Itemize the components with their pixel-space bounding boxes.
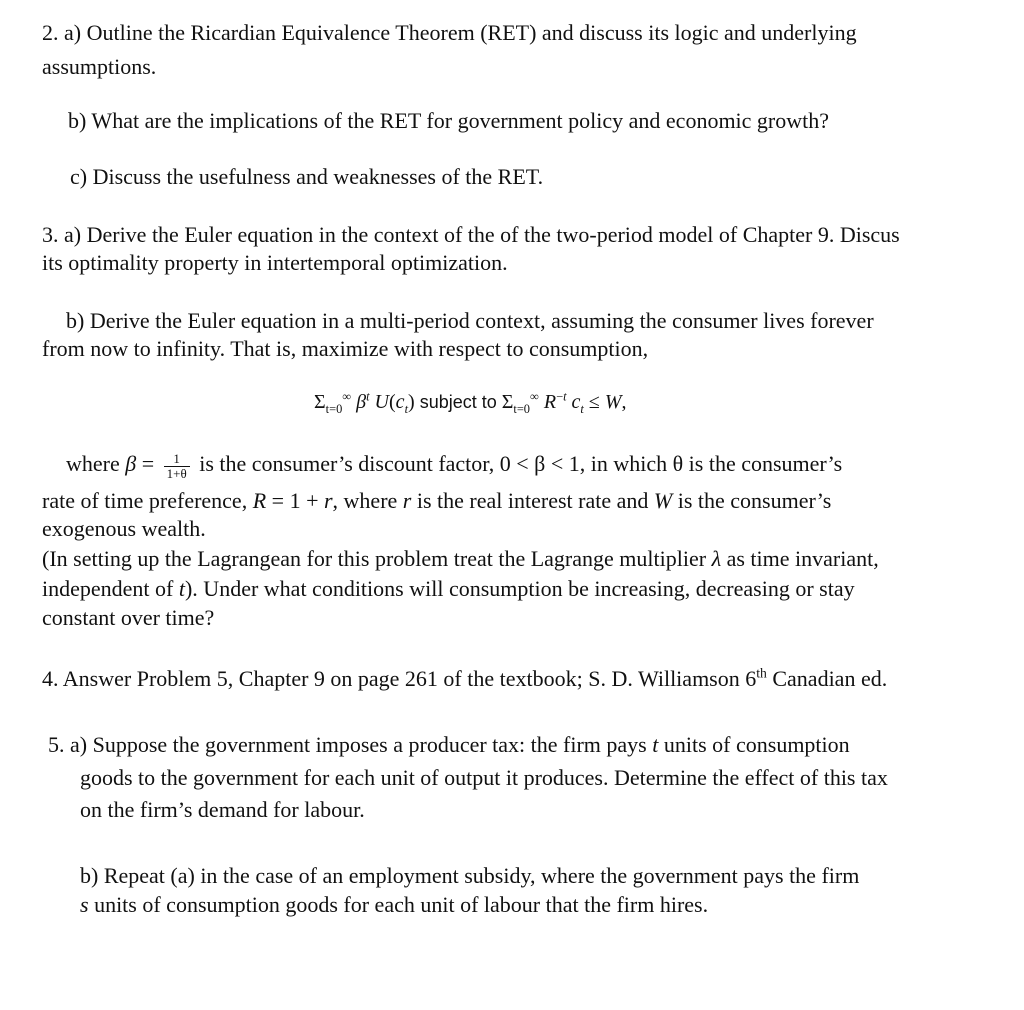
q5b-var-s: s [80, 892, 89, 917]
q3a-line-2: its optimality property in intertemporal optimization. [42, 250, 508, 275]
lagrangean-line-2: independent of t). Under what conditions will consumption be increasing, decreasing or stay [42, 576, 855, 601]
q5a-line-3: on the firm’s demand for labour. [80, 797, 365, 822]
rate-text-d: is the consumer’s [672, 488, 832, 513]
subject-to-label: subject to [419, 392, 497, 412]
q2a-line-1: 2. a) Outline the Ricardian Equivalence Theorem (RET) and discuss its logic and underlying [42, 20, 857, 45]
q2b-text: b) What are the implications of the RET for government policy and economic growth? [68, 108, 830, 133]
rate-text-a: rate of time preference, [42, 488, 253, 513]
q5a-line-2: goods to the government for each unit of output it produces. Determine the effect of this tax [80, 765, 888, 790]
q3b-line-2: from now to infinity. That is, maximize with respect to consumption, [42, 336, 649, 361]
q3b-line-1: b) Derive the Euler equation in a multi-period context, assuming the consumer lives forever [66, 308, 874, 333]
q5b-line-2 [80, 894, 708, 916]
q5a-text-b: units of consumption [658, 732, 850, 757]
lagrangean-text-b: as time invariant, [721, 546, 879, 571]
where-label: where [66, 451, 120, 477]
q5b-text: units of consumption goods for each unit of labour that the firm hires. [88, 892, 709, 917]
lagrangean-line-1: (In setting up the Lagrangean for this problem treat the Lagrange multiplier λ as time invariant, [42, 546, 879, 571]
q4-superscript: th [756, 665, 767, 681]
lagrangean-text-c: independent of [42, 576, 179, 601]
lagrangean-line-3: constant over time? [42, 605, 215, 630]
q2a-line-2: assumptions. [42, 54, 157, 79]
lagrangean-text-d: ). Under what conditions will consumption be increasing, decreasing or stay [184, 576, 855, 601]
q5b-line-1: b) Repeat (a) in the case of an employment subsidy, where the government pays the firm [80, 863, 860, 888]
q4-text-b: Canadian ed. [766, 666, 888, 691]
maximization-equation: $\Sigma_{t=0}^\infty$ $\beta^t$ $U(c_t)$ subject to $\Sigma_{t=0}^\infty$ $R^{-t}$ $c_t \le W$, [314, 389, 627, 416]
q5a-text-a: 5. a) Suppose the government imposes a producer tax: the firm pays [48, 732, 653, 757]
q5a-line-1 [48, 734, 850, 756]
where-rest: is the consumer’s discount factor, 0 < β < 1, in which θ is the consumer’s [199, 451, 843, 477]
lagrangean-text-a: (In setting up the Lagrangean for this problem treat the Lagrange multiplier [42, 546, 712, 571]
rate-text-b: , where [332, 488, 403, 513]
beta-fraction [164, 452, 190, 480]
beta-denominator: 1+θ [166, 465, 187, 481]
q4-text [42, 665, 888, 691]
rate-text-c: is the real interest rate and [411, 488, 654, 513]
rate-line: rate of time preference, R = 1 + r, where r is the real interest rate and W is the consumer’s [42, 488, 832, 513]
q3a-line-1: 3. a) Derive the Euler equation in the context of the of the two-period model of Chapter 9. Discus [42, 222, 900, 247]
beta-definition: where β = $\frac{1}{1+\theta}$ is the consumer’s discount factor, 0 < β < 1, in which θ is the consumer’s [66, 451, 843, 481]
q2c-text: c) Discuss the usefulness and weaknesses of the RET. [70, 164, 544, 189]
q4-text-a: 4. Answer Problem 5, Chapter 9 on page 261 of the textbook; S. D. Williamson 6 [42, 666, 757, 691]
beta-numerator: 1 [164, 452, 190, 467]
q5a-var-t: t [652, 732, 659, 757]
exogenous-wealth: exogenous wealth. [42, 516, 206, 541]
